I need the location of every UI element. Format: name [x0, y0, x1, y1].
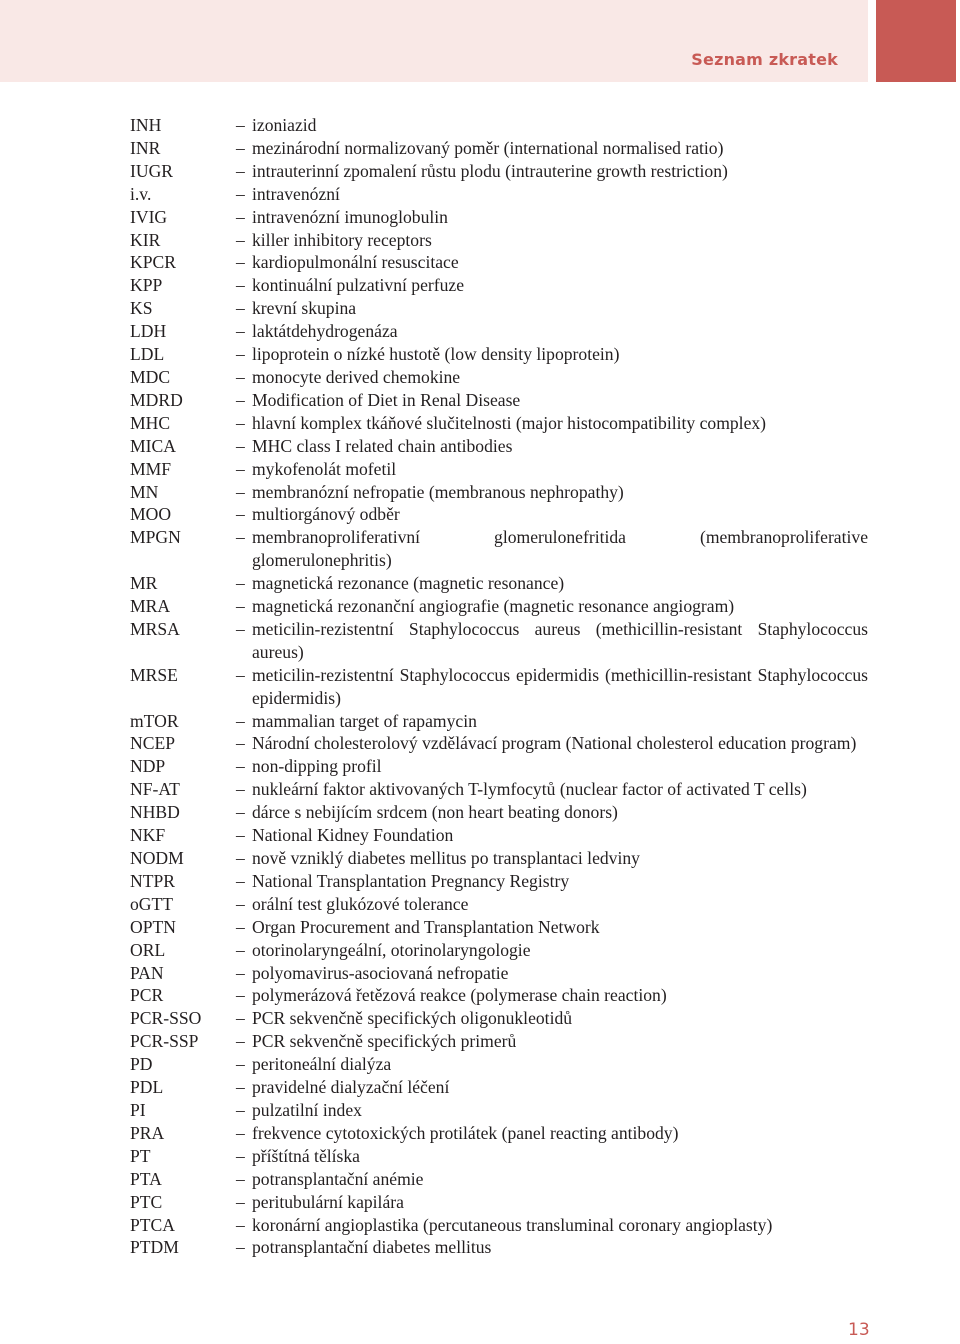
abbreviation-term: PRA — [130, 1122, 165, 1143]
abbreviation-definition: membranoproliferativní glomerulonefritida (membranoproliferative glomerulonephritis) — [252, 527, 868, 571]
abbreviation-entry — [130, 1099, 868, 1122]
abbreviation-definition: monocyte derived chemokine — [252, 366, 461, 387]
abbreviation-term: mTOR — [130, 710, 179, 731]
abbreviation-entry — [130, 1191, 868, 1214]
abbreviation-entry — [130, 1236, 868, 1259]
abbreviation-definition: mykofenolát mofetil — [252, 458, 397, 479]
abbreviation-entry — [130, 962, 868, 985]
abbreviation-definition: multiorgánový odběr — [252, 504, 400, 525]
abbreviation-definition: peritubulární kapilára — [252, 1191, 404, 1212]
abbreviation-entry — [130, 732, 868, 755]
abbreviation-entry — [130, 618, 868, 664]
entry-dash: – — [236, 733, 245, 754]
abbreviation-definition: nukleární faktor aktivovaných T-lymfocytů (nuclear factor of activated T cells) — [252, 779, 807, 800]
entry-dash: – — [236, 893, 245, 914]
abbreviation-definition: killer inhibitory receptors — [252, 229, 432, 250]
abbreviation-definition: peritoneální dialýza — [252, 1054, 392, 1075]
entry-dash: – — [236, 825, 245, 846]
abbreviation-term: MR — [130, 573, 158, 594]
abbreviation-term: MRA — [130, 596, 171, 617]
entry-dash: – — [236, 389, 245, 410]
abbreviation-entry — [130, 526, 868, 572]
entry-dash: – — [236, 1237, 245, 1258]
abbreviation-entry — [130, 1076, 868, 1099]
abbreviation-term: PTC — [130, 1191, 163, 1212]
header-accent-tab — [876, 0, 956, 82]
abbreviation-term: MDRD — [130, 389, 183, 410]
abbreviation-entry — [130, 801, 868, 824]
entry-dash: – — [236, 366, 245, 387]
abbreviation-definition: izoniazid — [252, 115, 317, 135]
abbreviation-term: oGTT — [130, 893, 173, 914]
entry-dash: – — [236, 664, 245, 685]
abbreviation-entry — [130, 183, 868, 206]
entry-dash: – — [236, 344, 245, 365]
abbreviation-definition: Organ Procurement and Transplantation Network — [252, 916, 600, 937]
abbreviation-definition: kontinuální pulzativní perfuze — [252, 275, 465, 296]
entry-dash: – — [236, 802, 245, 823]
abbreviation-entry — [130, 710, 868, 733]
abbreviation-entry — [130, 824, 868, 847]
entry-dash: – — [236, 160, 245, 181]
entry-dash: – — [236, 527, 245, 548]
entry-dash: – — [236, 1077, 245, 1098]
abbreviation-entry — [130, 297, 868, 320]
abbreviation-entry — [130, 893, 868, 916]
abbreviation-definition: meticilin-rezistentní Staphylococcus epidermidis (methicillin-resistant Staphylococcus epidermidis) — [252, 664, 868, 708]
entry-dash: – — [236, 916, 245, 937]
abbreviation-term: PTCA — [130, 1214, 175, 1235]
entry-dash: – — [236, 1168, 245, 1189]
entry-dash: – — [236, 870, 245, 891]
abbreviation-term: MDC — [130, 366, 171, 387]
abbreviation-term: LDH — [130, 321, 167, 342]
entry-dash: – — [236, 1191, 245, 1212]
entry-dash: – — [236, 1054, 245, 1075]
abbreviation-definition: PCR sekvenčně specifických oligonukleotidů — [252, 1008, 573, 1029]
abbreviation-list — [130, 114, 868, 1259]
abbreviation-term: INR — [130, 137, 161, 158]
abbreviation-term: PAN — [130, 962, 164, 983]
abbreviation-definition: frekvence cytotoxických protilátek (panel reacting antibody) — [252, 1122, 679, 1143]
abbreviation-term: PTDM — [130, 1237, 179, 1258]
abbreviation-term: MMF — [130, 458, 172, 479]
abbreviation-entry — [130, 755, 868, 778]
abbreviation-definition: National Transplantation Pregnancy Registry — [252, 870, 570, 891]
abbreviation-term: MRSE — [130, 664, 178, 685]
abbreviation-entry — [130, 206, 868, 229]
abbreviation-definition: pulzatilní index — [252, 1099, 362, 1120]
entry-dash: – — [236, 573, 245, 594]
entry-dash: – — [236, 504, 245, 525]
entry-dash: – — [236, 481, 245, 502]
entry-dash: – — [236, 137, 245, 158]
abbreviation-term: NCEP — [130, 733, 175, 754]
entry-dash: – — [236, 252, 245, 273]
entry-dash: – — [236, 618, 245, 639]
abbreviation-entry — [130, 503, 868, 526]
abbreviation-definition: magnetická rezonance (magnetic resonance) — [252, 573, 565, 594]
abbreviation-term: MOO — [130, 504, 172, 525]
abbreviation-definition: Národní cholesterolový vzdělávací program (National cholesterol education program) — [252, 733, 857, 754]
abbreviation-entry — [130, 366, 868, 389]
abbreviation-entry — [130, 114, 868, 137]
abbreviation-term: KPCR — [130, 252, 176, 273]
abbreviation-definition: hlavní komplex tkáňové slučitelnosti (major histocompatibility complex) — [252, 412, 767, 433]
abbreviation-definition: kardiopulmonální resuscitace — [252, 252, 459, 273]
abbreviation-definition: mezinárodní normalizovaný poměr (international normalised ratio) — [252, 137, 724, 158]
abbreviation-entry — [130, 778, 868, 801]
abbreviation-definition: dárce s nebijícím srdcem (non heart beating donors) — [252, 802, 618, 823]
abbreviation-entry — [130, 1030, 868, 1053]
abbreviation-term: NKF — [130, 825, 166, 846]
abbreviation-term: PI — [130, 1099, 146, 1120]
entry-dash: – — [236, 412, 245, 433]
abbreviation-entry — [130, 916, 868, 939]
abbreviation-term: MHC — [130, 412, 171, 433]
abbreviation-definition: PCR sekvenčně specifických primerů — [252, 1031, 517, 1052]
abbreviation-entry — [130, 160, 868, 183]
abbreviation-term: KIR — [130, 229, 161, 250]
entry-dash: – — [236, 1008, 245, 1029]
abbreviation-term: PDL — [130, 1077, 164, 1098]
abbreviation-definition: National Kidney Foundation — [252, 825, 454, 846]
abbreviation-definition: laktátdehydrogenáza — [252, 321, 398, 342]
abbreviation-term: i.v. — [130, 183, 152, 204]
abbreviation-term: MICA — [130, 435, 176, 456]
abbreviation-term: ORL — [130, 939, 166, 960]
abbreviation-definition: MHC class I related chain antibodies — [252, 435, 513, 456]
entry-dash: – — [236, 596, 245, 617]
entry-dash: – — [236, 206, 245, 227]
entry-dash: – — [236, 1145, 245, 1166]
entry-dash: – — [236, 779, 245, 800]
abbreviation-term: PTA — [130, 1168, 162, 1189]
abbreviation-definition: meticilin-rezistentní Staphylococcus aureus (methicillin-resistant Staphylococcus aureus) — [252, 618, 868, 662]
abbreviation-term: NTPR — [130, 870, 175, 891]
abbreviation-term: IUGR — [130, 160, 174, 181]
abbreviation-definition: magnetická rezonanční angiografie (magnetic resonance angiogram) — [252, 596, 735, 617]
entry-dash: – — [236, 321, 245, 342]
entry-dash: – — [236, 710, 245, 731]
abbreviation-definition: potransplantační diabetes mellitus — [252, 1237, 492, 1258]
abbreviation-entry — [130, 1145, 868, 1168]
entry-dash: – — [236, 183, 245, 204]
abbreviation-definition: intravenózní — [252, 183, 340, 204]
page-number: 13 — [848, 1320, 870, 1340]
abbreviation-entry — [130, 939, 868, 962]
abbreviation-definition: potransplantační anémie — [252, 1168, 424, 1189]
abbreviation-entry — [130, 595, 868, 618]
abbreviation-term: IVIG — [130, 206, 168, 227]
abbreviation-entry — [130, 1122, 868, 1145]
abbreviation-term: LDL — [130, 344, 165, 365]
abbreviation-entry — [130, 847, 868, 870]
entry-dash: – — [236, 229, 245, 250]
abbreviation-definition: non-dipping profil — [252, 756, 382, 777]
abbreviation-entry — [130, 870, 868, 893]
abbreviation-entry — [130, 320, 868, 343]
abbreviation-entry — [130, 572, 868, 595]
abbreviation-entry — [130, 137, 868, 160]
abbreviation-term: NODM — [130, 848, 184, 868]
abbreviation-entry — [130, 1168, 868, 1191]
entry-dash: – — [236, 962, 245, 983]
abbreviation-entry — [130, 412, 868, 435]
abbreviation-entry — [130, 664, 868, 710]
entry-dash: – — [236, 435, 245, 456]
abbreviation-term: NHBD — [130, 802, 180, 823]
abbreviation-term: NDP — [130, 756, 166, 777]
abbreviation-definition: krevní skupina — [252, 298, 357, 319]
abbreviation-definition: příštítná tělíska — [252, 1145, 360, 1166]
header-band — [0, 0, 868, 82]
entry-dash: – — [236, 1122, 245, 1143]
entry-dash: – — [236, 1031, 245, 1052]
entry-dash: – — [236, 115, 245, 135]
abbreviation-term: PCR-SSO — [130, 1008, 202, 1029]
abbreviation-term: PCR-SSP — [130, 1031, 199, 1052]
abbreviation-term: MN — [130, 481, 159, 502]
abbreviation-entry — [130, 1214, 868, 1237]
entry-dash: – — [236, 756, 245, 777]
abbreviation-definition: Modification of Diet in Renal Disease — [252, 389, 521, 410]
abbreviation-definition: pravidelné dialyzační léčení — [252, 1077, 450, 1098]
abbreviation-definition: intravenózní imunoglobulin — [252, 206, 448, 227]
abbreviation-entry — [130, 343, 868, 366]
abbreviation-term: KS — [130, 298, 153, 319]
entry-dash: – — [236, 298, 245, 319]
abbreviation-definition: orální test glukózové tolerance — [252, 893, 469, 914]
entry-dash: – — [236, 848, 245, 868]
abbreviation-definition: polyomavirus-asociovaná nefropatie — [252, 962, 509, 983]
entry-dash: – — [236, 1099, 245, 1120]
abbreviation-definition: mammalian target of rapamycin — [252, 710, 477, 731]
entry-dash: – — [236, 985, 245, 1006]
abbreviation-entry — [130, 1053, 868, 1076]
abbreviation-entry — [130, 274, 868, 297]
abbreviation-entry — [130, 1007, 868, 1030]
abbreviation-definition: lipoprotein o nízké hustotě (low density lipoprotein) — [252, 344, 620, 365]
abbreviation-entry — [130, 389, 868, 412]
entry-dash: – — [236, 939, 245, 960]
abbreviation-term: MPGN — [130, 527, 181, 548]
entry-dash: – — [236, 275, 245, 296]
abbreviation-entry — [130, 458, 868, 481]
abbreviation-definition: membranózní nefropatie (membranous nephropathy) — [252, 481, 624, 502]
abbreviation-definition: otorinolaryngeální, otorinolaryngologie — [252, 939, 531, 960]
abbreviation-definition: intrauterinní zpomalení růstu plodu (intrauterine growth restriction) — [252, 160, 728, 181]
entry-dash: – — [236, 458, 245, 479]
abbreviation-entry — [130, 229, 868, 252]
abbreviation-term: PCR — [130, 985, 164, 1006]
abbreviation-term: PT — [130, 1145, 151, 1166]
entry-dash: – — [236, 1214, 245, 1235]
abbreviation-definition: nově vzniklý diabetes mellitus po transplantaci ledviny — [252, 848, 640, 868]
abbreviation-entry — [130, 984, 868, 1007]
abbreviation-term: KPP — [130, 275, 163, 296]
abbreviation-entry — [130, 481, 868, 504]
abbreviation-definition: polymerázová řetězová reakce (polymerase chain reaction) — [252, 985, 667, 1006]
abbreviation-term: PD — [130, 1054, 153, 1075]
abbreviation-term: INH — [130, 115, 162, 135]
abbreviation-entry — [130, 251, 868, 274]
abbreviation-definition: koronární angioplastika (percutaneous transluminal coronary angioplasty) — [252, 1214, 773, 1235]
abbreviation-term: NF-AT — [130, 779, 180, 800]
abbreviation-entry — [130, 435, 868, 458]
abbreviation-term: OPTN — [130, 916, 176, 937]
page-header-title: Seznam zkratek — [691, 50, 838, 69]
abbreviation-term: MRSA — [130, 618, 180, 639]
